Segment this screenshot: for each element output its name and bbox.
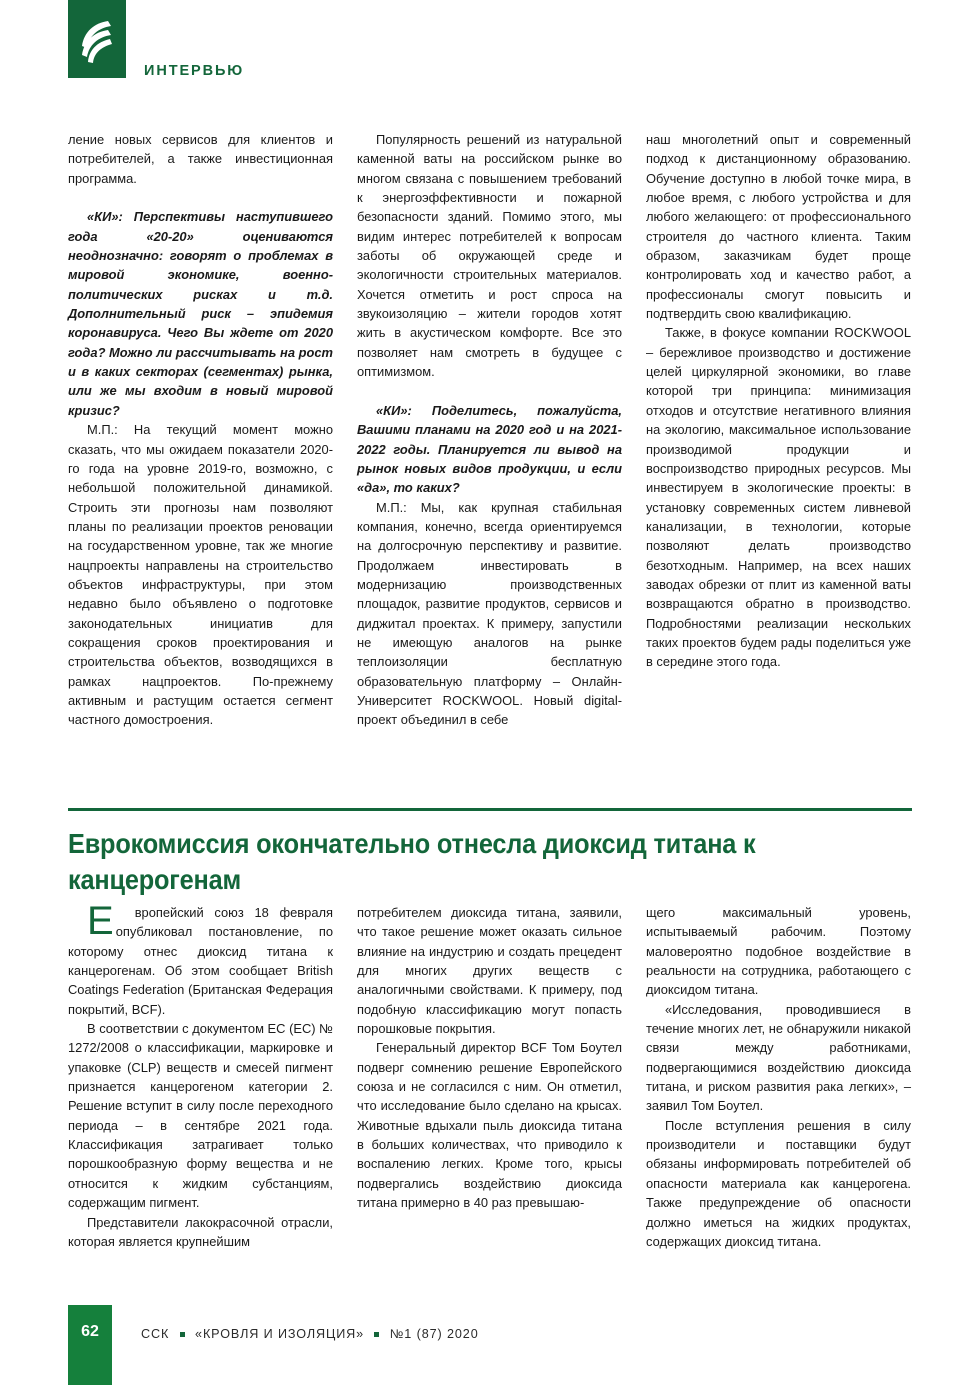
article-two-column-1 bbox=[68, 899, 333, 1251]
paragraph: потребителем диоксида титана, заявили, что такое решение может оказать сильное влияние на индустрию и создать прецедент для многих других веществ с аналогичными свойствами. К примеру, под подобную классификацию могут попасть порошковые покрытия. bbox=[357, 905, 622, 1037]
article-one-columns bbox=[68, 130, 912, 730]
paragraph: Генеральный директор BCF Том Боутел подверг сомнению решение Европейского союза и не согласился с ним. Он отметил, что исследование было сделано на крысах. Животные вдыхали пыль диоксида титана в больших количествах, что приводило к воспалению легких. Кроме того, крысы подвергались воздействию диоксида титана примерно в 40 раз превышаю- bbox=[357, 1040, 622, 1211]
footer-issue: №1 (87) 2020 bbox=[389, 1327, 479, 1341]
article-one-column-2 bbox=[357, 130, 622, 730]
page-number-box bbox=[68, 1305, 112, 1385]
footer-journal: «КРОВЛЯ И ИЗОЛЯЦИЯ» bbox=[195, 1327, 365, 1341]
page-footer bbox=[68, 1305, 912, 1385]
interview-answer: М.П.: Мы, как крупная стабильная компания, конечно, всегда ориентируемся на долгосрочную перспективу и развитие. Продолжаем инвестировать в модернизацию производственных площадок, развитие продуктов, сервисов и диджитал проектах. К примеру, запустили не имеющую аналогов на рынке теплоизоляции бесплатную образовательную платформу – Онлайн-Университет ROCKWOOL. Новый digital-проект объединил в себе bbox=[357, 499, 622, 728]
bullet-square-icon bbox=[180, 1332, 185, 1337]
paragraph: Популярность решений из натуральной каменной ваты на российском рынке во многом связана с повышением требований к энергоэффективности и пожарной безопасности зданий. Помимо этого, мы видим интерес потребителей к вопросам заботы об окружающей среде и экологичности строительных материалов. Хочется отметить и рост спроса на звукоизоляцию – жители городов хотят жить в акустическом комфорте. Все это позволяет нам смотреть в будущее с оптимизмом. bbox=[357, 132, 622, 380]
footer-publisher: ССК bbox=[141, 1327, 170, 1341]
footer-citation bbox=[141, 1327, 479, 1341]
article-one-column-1 bbox=[68, 130, 333, 730]
paragraph: щего максимальный уровень, испытываемый рабочим. Поэтому маловероятно подобное воздействие в реальности на сотрудника, работающего с диоксидом титана. bbox=[646, 905, 911, 998]
paragraph: Представители лакокрасочной отрасли, которая является крупнейшим bbox=[68, 1214, 333, 1249]
paragraph: После вступления решения в силу производители и поставщики будут обязаны информировать потребителей об опасности материала как канцерогена. Также предупреждение об опасности должно иметься на жидких продуктах, содержащих диоксид титана. bbox=[646, 1117, 911, 1249]
wave-arc-logo-icon bbox=[78, 20, 116, 65]
article-two-column-2 bbox=[357, 903, 622, 1251]
publisher-logo-block bbox=[68, 0, 126, 78]
page-masthead bbox=[68, 0, 928, 100]
paragraph: ление новых сервисов для клиентов и потребителей, а также инвестиционная программа. bbox=[68, 132, 333, 186]
article-two-column-3 bbox=[646, 903, 911, 1251]
interview-answer: М.П.: На текущий момент можно сказать, что мы ожидаем показатели 2020-го года на уровне 2019-го, возможно, с небольшой положительной динамикой. Строить эти прогнозы нам позволяют планы по реализации проектов реновации на государственном уровне, так же многие нацпроекты направлены на строительство объектов инфраструктуры, при этом недавно было объявлено о подготовке законодательных инициатив для сокращения сроков проектирования и строительства объектов, возводящихся в рамках нацпроектов. По-прежнему активным и растущим остается сегмент частного домостроения. bbox=[68, 422, 333, 728]
paragraph: наш многолетний опыт и современный подход к дистанционному образованию. Обучение доступно в любой точке мира, в любое время, с любого устройства и для любого желающего: от профессионального строителя до частного клиента. Таким образом, заказчикам будет проще контролировать ход и качество работ, а профессионалы смогут повысить и подтвердить свою квалификацию. bbox=[646, 132, 911, 322]
section-kicker: ИНТЕРВЬЮ bbox=[144, 63, 245, 79]
interview-question: «КИ»: Перспективы наступившего года «20-20» оцениваются неоднозначно: говорят о проблемах в мировой экономике, военно-политических рисках и т.д. Дополнительный риск – эпидемия коронавируса. Чего Вы ждете от 2020 года? Можно ли рассчитывать на рост и в каких секторах (сегментах) рынка, или же мы входим в новый мировой кризис? bbox=[68, 209, 333, 418]
paragraph: «Исследования, проводившиеся в течение многих лет, не обнаружили никакой связи между работниками, подвергающимися воздействию диоксида титана, и риском развития рака легких», – заявил Том Боутел. bbox=[646, 1001, 911, 1114]
bullet-square-icon bbox=[374, 1332, 379, 1337]
article-two-headline: Еврокомиссия окончательно отнесла диоксид титана к канцерогенам bbox=[68, 828, 756, 895]
interview-question: «КИ»: Поделитесь, пожалуйста, Вашими планами на 2020 год и на 2021-2022 годы. Планируется ли вывод на рынок новых видов продукции, и если «да», то каких? bbox=[357, 402, 622, 496]
paragraph: Также, в фокусе компании ROCKWOOL – бережливое производство и достижение целей циркулярной экономики, во главе которой три принципа: минимизация отходов и отсутствие негативного влияния на экологию, максимальное использование производимой продукции и воспроизводство природных ресурсов. Мы инвестируем в экологические проекты: в установку современных систем ливневой канализации, в технологии, которые позволяют делать производство безотходным. Например, на всех наших заводах обрезки от плит из каменной ваты возвращаются обратно в производство. Подробностями реализации нескольких таких проектов будем рады поделиться уже в середине этого года. bbox=[646, 325, 911, 670]
paragraph: В соответствии с документом ЕС (EC) № 1272/2008 о классификации, маркировке и упаковке (CLP) веществ и смесей пигмент признается канцерогеном категории 2. Решение вступит в силу после переходного периода – в сентябре 2021 года. Классификация затрагивает только порошкообразную форму вещества и не относится к жидким субстанциям, содержащим пигмент. bbox=[68, 1021, 333, 1211]
paragraph-with-dropcap: Европейский союз 18 февраля опубликовал постановление, по которому отнес диоксид титана к канцерогенам. Об этом сообщает British Coatings Federation (Британская Федерация покрытий, BCF). bbox=[68, 899, 333, 1017]
section-divider-rule bbox=[68, 808, 912, 811]
page-number: 62 bbox=[81, 1323, 99, 1340]
article-one-column-3 bbox=[646, 130, 911, 730]
article-two-columns bbox=[68, 899, 912, 1251]
